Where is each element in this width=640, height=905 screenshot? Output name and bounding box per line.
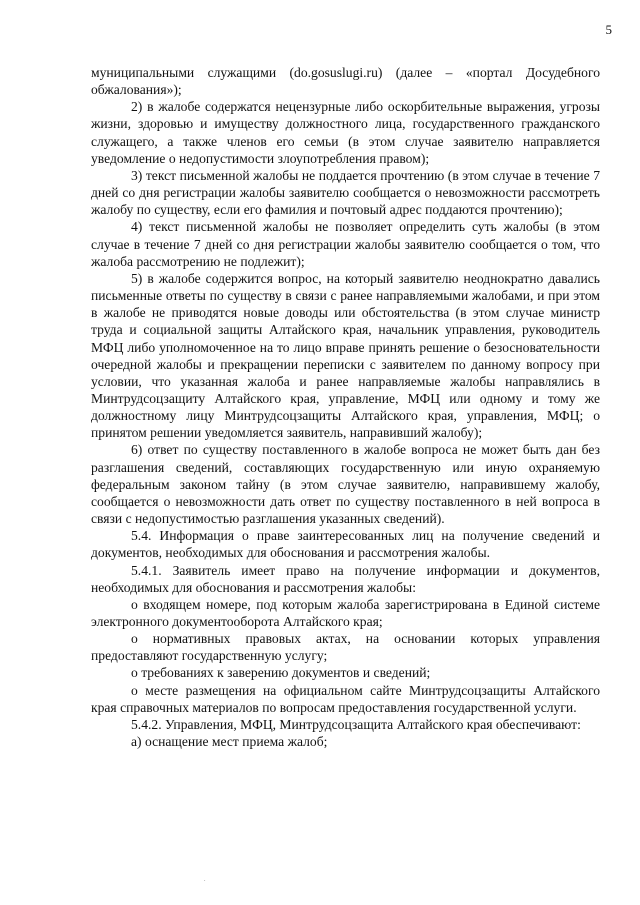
paragraph-website: о месте размещения на официальном сайте Минтрудсоцзащиты Алтайского края справочных материалов по вопросам предоставления государственной услуги. bbox=[91, 682, 600, 715]
paragraph-item-4: 4) текст письменной жалобы не позволяет определить суть жалобы (в этом случае в течение 7 дней со дня регистрации жалобы заявителю сообщается о том, что жалоба рассмотрению не подлежит); bbox=[91, 219, 600, 269]
scan-mark: . bbox=[204, 877, 206, 883]
page-number: 5 bbox=[605, 22, 612, 37]
paragraph-item-5: 5) в жалобе содержится вопрос, на который заявителю неоднократно давались письменные ответы по существу в связи с ранее направляемыми жалобами, и при этом в жалобе не приводятся новые доводы или обстоятельства (в этом случае министр труда и социальной защиты Алтайского края, начальник управления, руководитель МФЦ либо уполномоченное на то лицо вправе принять решение о безосновательности очередной жалобы и прекращении переписки с заявителем по данному вопросу при условии, что указанная жалоба и ранее направляемые жалобы направлялись в Минтрудсоцзащиту Алтайского края, управление, МФЦ или одному и тому же должностному лицу Минтрудсоцзащиты Алтайского края, управления, МФЦ; о принятом решении уведомляется заявитель, направивший жалобу); bbox=[91, 270, 600, 441]
paragraph-certification: о требованиях к заверению документов и сведений; bbox=[131, 665, 431, 681]
paragraph-item-a: а) оснащение мест приема жалоб; bbox=[131, 734, 328, 750]
paragraph-item-3: 3) текст письменной жалобы не поддается прочтению (в этом случае в течение 7 дней со дня регистрации жалобы заявителю сообщается о невозможности рассмотреть жалобу по существу, если его фамилия и почтовый адрес поддаются прочтению); bbox=[91, 167, 600, 218]
document-body bbox=[91, 64, 600, 750]
paragraph-item-6: 6) ответ по существу поставленного в жалобе вопроса не может быть дан без разглашения сведений, составляющих государственную или иную охраняемую федеральным законом тайну (в этом случае заявителю, направившему жалобу, сообщается о невозможности дать ответ по существу поставленного в ней вопроса в связи с недопустимостью разглашения указанных сведений). bbox=[91, 442, 600, 527]
paragraph-item-2: 2) в жалобе содержатся нецензурные либо оскорбительные выражения, угрозы жизни, здоровью и имуществу должностного лица, государственного гражданского служащего, а также членов его семьи (в этом случае заявителю направляется уведомление о недопустимости злоупотребления правом); bbox=[91, 99, 600, 166]
paragraph-incoming-number: о входящем номере, под которым жалоба зарегистрирована в Единой системе электронного документооборота Алтайского края; bbox=[91, 596, 600, 629]
paragraph-section-5-4-2: 5.4.2. Управления, МФЦ, Минтрудсоцзащита Алтайского края обеспечивают: bbox=[131, 716, 581, 732]
paragraph-continuation: муниципальными служащими (do.gosuslugi.ru) (далее – «портал Досудебного обжалования»); bbox=[91, 65, 600, 98]
paragraph-section-5-4: 5.4. Информация о праве заинтересованных лиц на получение сведений и документов, необходимых для обоснования и рассмотрения жалобы. bbox=[91, 528, 600, 561]
paragraph-section-5-4-1: 5.4.1. Заявитель имеет право на получение информации и документов, необходимых для обоснования и рассмотрения жалобы: bbox=[91, 562, 600, 595]
paragraph-legal-acts: о нормативных правовых актах, на основании которых управления предоставляют государственную услугу; bbox=[91, 631, 600, 664]
